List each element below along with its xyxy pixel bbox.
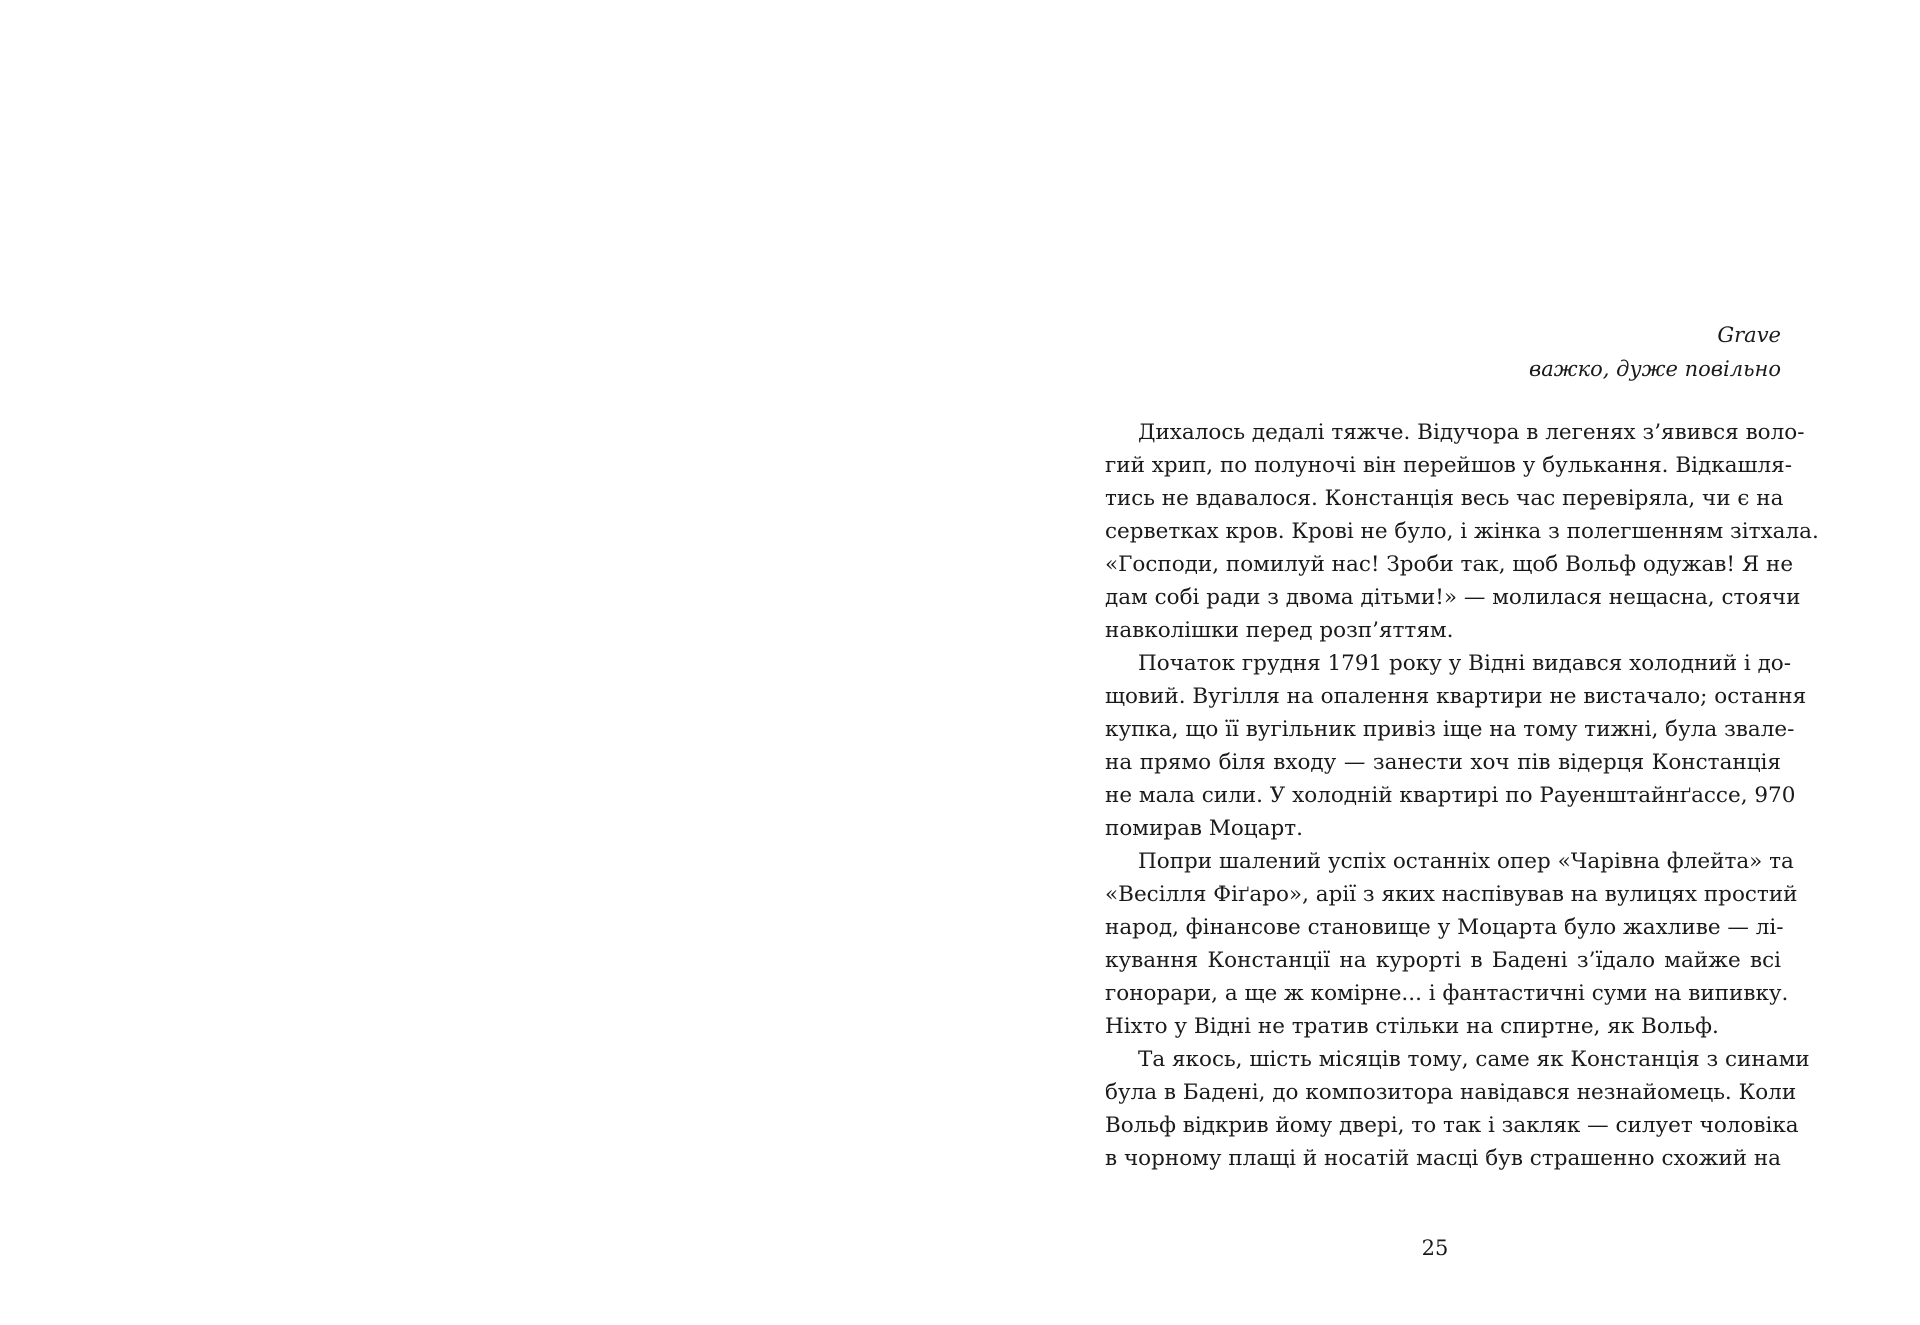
right-page — [960, 0, 1920, 1325]
text-line: дам собі ради з двома дітьми!» — молилася нещасна, стоячи — [1105, 585, 1801, 610]
text-line: Початок грудня 1791 року у Відні видався холодний і до- — [1138, 651, 1792, 676]
tempo-translation: важко, дуже повільно — [1529, 357, 1781, 381]
text-line: кування Констанції на курорті в Бадені з’їдало майже всі — [1105, 948, 1781, 973]
paragraph — [1105, 845, 1798, 1043]
text-line: «Весілля Фіґаро», арії з яких наспівував на вулицях простий — [1105, 882, 1798, 907]
text-line: не мала сили. У холодній квартирі по Рауенштайнґассе, 970 — [1105, 783, 1796, 808]
text-line: гонорари, а ще ж комірне... і фантастичні суми на випивку. — [1105, 981, 1789, 1006]
text-line: на прямо біля входу — занести хоч пів відерця Констанція — [1105, 750, 1781, 775]
body-text — [1105, 416, 1819, 1175]
text-line: навколішки перед розп’яттям. — [1105, 618, 1454, 643]
paragraph — [1105, 1043, 1810, 1175]
tempo-marking: Grave — [1717, 323, 1781, 347]
paragraph — [1105, 416, 1819, 647]
text-line: помирав Моцарт. — [1105, 816, 1303, 841]
text-line: Вольф відкрив йому двері, то так і закляк — силует чоловіка — [1105, 1113, 1799, 1138]
text-line: Попри шалений успіх останніх опер «Чарівна флейта» та — [1138, 849, 1794, 874]
text-line: серветках кров. Крові не було, і жінка з полегшенням зітхала. — [1105, 519, 1819, 544]
text-line: Та якось, шість місяців тому, саме як Констанція з синами — [1138, 1047, 1810, 1072]
page-number: 25 — [1421, 1236, 1449, 1260]
text-line: була в Бадені, до композитора навідався незнайомець. Коли — [1105, 1080, 1797, 1105]
text-line: щовий. Вугілля на опалення квартири не вистачало; остання — [1105, 684, 1807, 709]
text-line: купка, що її вугільник привіз іще на тому тижні, була звале- — [1105, 717, 1795, 742]
text-line: Дихалось дедалі тяжче. Відучора в легенях з’явився воло- — [1138, 420, 1805, 445]
paragraph — [1105, 647, 1807, 845]
text-line: гий хрип, по полуночі він перейшов у булькання. Відкашля- — [1105, 453, 1792, 478]
text-line: тись не вдавалося. Констанція весь час перевіряла, чи є на — [1105, 486, 1784, 511]
text-line: народ, фінансове становище у Моцарта було жахливе — лі- — [1105, 915, 1784, 940]
text-line: Ніхто у Відні не тратив стільки на спиртне, як Вольф. — [1105, 1014, 1719, 1039]
text-line: в чорному плащі й носатій масці був страшенно схожий на — [1105, 1146, 1781, 1171]
tempo-epigraph — [1221, 318, 1781, 386]
text-line: «Господи, помилуй нас! Зроби так, щоб Вольф одужав! Я не — [1105, 552, 1794, 577]
